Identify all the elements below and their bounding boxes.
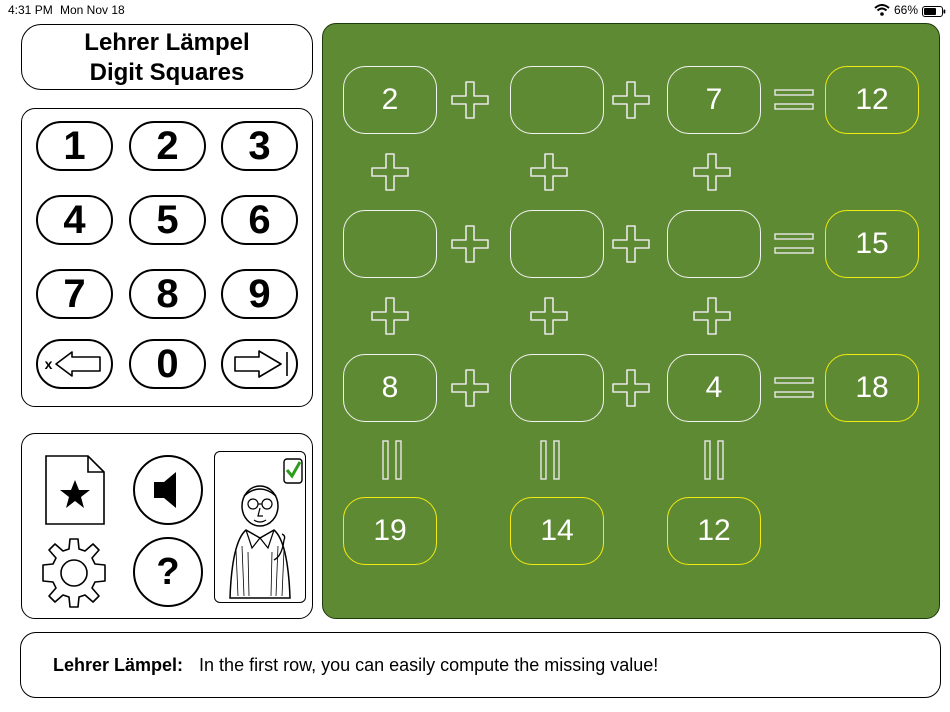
- hint-text: In the first row, you can easily compute the missing value!: [199, 654, 659, 675]
- help-label: ?: [156, 550, 180, 593]
- hint-bar: [20, 632, 941, 698]
- key-5[interactable]: 5: [129, 195, 206, 245]
- key-8[interactable]: 8: [129, 269, 206, 319]
- plus-icon: [529, 152, 569, 192]
- equals-icon: [536, 440, 564, 480]
- plus-icon: [450, 224, 490, 264]
- hint-speaker: Lehrer Lämpel:: [53, 654, 184, 675]
- help-button[interactable]: [132, 536, 204, 608]
- key-6[interactable]: 6: [221, 195, 298, 245]
- delete-label: x: [44, 356, 53, 372]
- cell-r3-c1[interactable]: 8: [343, 354, 437, 422]
- plus-icon: [370, 152, 410, 192]
- row-1-sum: 12: [825, 66, 919, 134]
- plus-icon: [450, 80, 490, 120]
- status-time: 4:31 PM: [8, 3, 53, 17]
- cell-r1-c1[interactable]: 2: [343, 66, 437, 134]
- cell-r2-c1[interactable]: [343, 210, 437, 278]
- plus-icon: [692, 296, 732, 336]
- plus-icon: [611, 224, 651, 264]
- column-2-sum: 14: [510, 497, 604, 565]
- settings-gear-icon[interactable]: [37, 536, 111, 615]
- speaker-icon[interactable]: [132, 454, 204, 531]
- title-line-1: Lehrer Lämpel: [84, 29, 250, 56]
- key-1[interactable]: 1: [36, 121, 113, 171]
- cell-r1-c2[interactable]: [510, 66, 604, 134]
- key-2[interactable]: 2: [129, 121, 206, 171]
- delete-key[interactable]: [36, 339, 113, 389]
- key-9[interactable]: 9: [221, 269, 298, 319]
- key-0[interactable]: 0: [129, 339, 206, 389]
- row-3-sum: 18: [825, 354, 919, 422]
- game-title: [21, 24, 313, 90]
- equals-icon: [774, 86, 814, 114]
- favorite-document-icon[interactable]: [44, 454, 106, 531]
- row-2-sum: 15: [825, 210, 919, 278]
- key-7[interactable]: 7: [36, 269, 113, 319]
- column-3-sum: 12: [667, 497, 761, 565]
- cell-r1-c3[interactable]: 7: [667, 66, 761, 134]
- plus-icon: [529, 296, 569, 336]
- equals-icon: [378, 440, 406, 480]
- plus-icon: [692, 152, 732, 192]
- status-date: Mon Nov 18: [60, 3, 125, 17]
- key-3[interactable]: 3: [221, 121, 298, 171]
- equals-icon: [774, 230, 814, 258]
- plus-icon: [450, 368, 490, 408]
- plus-icon: [370, 296, 410, 336]
- lehrer-lampel-portrait[interactable]: [214, 451, 306, 603]
- wifi-icon: [874, 3, 890, 15]
- cell-r3-c2[interactable]: [510, 354, 604, 422]
- portrait-drawing: [216, 480, 304, 600]
- key-4[interactable]: 4: [36, 195, 113, 245]
- plus-icon: [611, 80, 651, 120]
- battery-percent: 66%: [894, 3, 919, 17]
- delete-left-icon: [54, 350, 104, 378]
- next-key[interactable]: [221, 339, 298, 389]
- cell-r2-c2[interactable]: [510, 210, 604, 278]
- plus-icon: [611, 368, 651, 408]
- cell-r2-c3[interactable]: [667, 210, 761, 278]
- equals-icon: [774, 374, 814, 402]
- column-1-sum: 19: [343, 497, 437, 565]
- next-right-icon: [229, 348, 291, 380]
- title-line-2: Digit Squares: [89, 59, 245, 86]
- battery-icon: [922, 4, 946, 15]
- equals-icon: [700, 440, 728, 480]
- cell-r3-c3[interactable]: 4: [667, 354, 761, 422]
